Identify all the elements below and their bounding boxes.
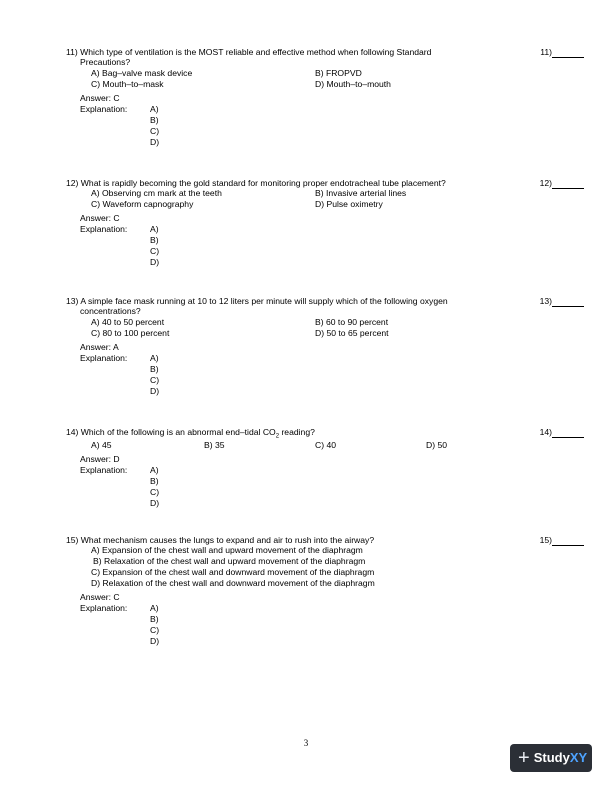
answer-blank xyxy=(552,57,584,58)
option-d: D) Mouth–to–mouth xyxy=(315,78,391,89)
explanation-letter: D) xyxy=(150,136,160,147)
explanation-letter: D) xyxy=(150,385,160,396)
question-text-continued: Precautions? xyxy=(80,57,131,68)
answer-number: 12) xyxy=(539,178,552,188)
option-b: B) Relaxation of the chest wall and upward movement of the diaphragm xyxy=(93,556,366,567)
answer-number: 11) xyxy=(540,47,552,57)
option-a: A) 40 to 50 percent xyxy=(91,316,165,327)
question-11 xyxy=(66,47,596,148)
question-15 xyxy=(66,535,596,647)
explanation-letter: B) xyxy=(150,614,159,625)
option-d: D) Relaxation of the chest wall and downward movement of the diaphragm xyxy=(91,578,375,589)
answer-blank xyxy=(552,545,584,546)
explanation xyxy=(66,224,596,235)
explanation-letter: B) xyxy=(150,114,159,125)
option-b: B) 35 xyxy=(204,440,225,451)
explanation-letter: C) xyxy=(150,246,160,257)
option-d: D) 50 xyxy=(426,440,448,451)
option-b: B) FROPVD xyxy=(315,67,362,78)
explanation-letter: D) xyxy=(150,257,160,268)
question-text: 13) A simple face mask running at 10 to 12 liters per minute will supply which of the following oxygen 13) xyxy=(66,296,596,306)
question-13 xyxy=(66,296,596,397)
answer: Answer: C xyxy=(80,592,120,603)
options-row xyxy=(66,79,596,90)
explanation-letter: C) xyxy=(150,625,160,636)
answer-number: 13) xyxy=(539,296,552,306)
option-c: C) Expansion of the chest wall and downward movement of the diaphragm xyxy=(91,567,375,578)
answer: Answer: C xyxy=(80,213,120,224)
page-number: 3 xyxy=(303,738,309,748)
option-b: B) Invasive arterial lines xyxy=(315,188,407,199)
option-c: C) 80 to 100 percent xyxy=(91,327,170,338)
option-a: A) Expansion of the chest wall and upward movement of the diaphragm xyxy=(91,545,363,556)
option-a: A) Bag–valve mask device xyxy=(91,67,193,78)
explanation-letter: C) xyxy=(150,487,160,498)
explanation-label: Explanation: xyxy=(80,103,128,114)
question-14 xyxy=(66,427,596,509)
question-text: 15) What mechanism causes the lungs to expand and air to rush into the airway? 15) xyxy=(66,535,596,545)
explanation-label: Explanation: xyxy=(80,465,128,476)
plus-icon: + xyxy=(518,747,530,769)
options-row xyxy=(66,68,596,79)
option-a: A) Observing cm mark at the teeth xyxy=(91,188,222,199)
explanation xyxy=(66,353,596,364)
explanation-letter: B) xyxy=(150,363,159,374)
option-c: C) Waveform capnography xyxy=(91,199,194,210)
explanation-letter: A) xyxy=(150,465,159,476)
option-c: C) Mouth–to–mask xyxy=(91,78,164,89)
explanation-letter: B) xyxy=(150,476,159,487)
badge-label: StudyXY xyxy=(533,750,588,766)
options-row xyxy=(66,440,596,451)
options-row xyxy=(66,328,596,339)
answer: Answer: C xyxy=(80,92,120,103)
options-row xyxy=(66,317,596,328)
option-c: C) 40 xyxy=(315,440,337,451)
question-text: 12) What is rapidly becoming the gold standard for monitoring proper endotracheal tube placement? 12) xyxy=(66,178,596,188)
explanation-letter: D) xyxy=(150,498,160,509)
explanation-letter: D) xyxy=(150,636,160,647)
explanation-letter: C) xyxy=(150,125,160,136)
explanation-label: Explanation: xyxy=(80,352,128,363)
option-a: A) 45 xyxy=(91,440,112,451)
explanation xyxy=(66,465,596,476)
explanation-letter: B) xyxy=(150,235,159,246)
question-12 xyxy=(66,178,596,268)
options-row xyxy=(66,188,596,199)
answer-number: 15) xyxy=(539,535,552,545)
answer-blank xyxy=(552,306,584,307)
explanation xyxy=(66,603,596,614)
answer: Answer: A xyxy=(80,341,119,352)
explanation-letter: A) xyxy=(150,103,159,114)
question-text: 14) Which of the following is an abnormal end–tidal $CO_2$ reading? 14) xyxy=(66,427,596,437)
explanation-letter: C) xyxy=(150,374,160,385)
explanation xyxy=(66,104,596,115)
explanation-label: Explanation: xyxy=(80,224,128,235)
question-text-continued: concentrations? xyxy=(80,306,141,317)
explanation-letter: A) xyxy=(150,352,159,363)
answer-number: 14) xyxy=(539,427,552,437)
explanation-letter: A) xyxy=(150,603,159,614)
question-text: 11) Which type of ventilation is the MOST reliable and effective method when following Standard 11) xyxy=(66,47,596,57)
option-d: D) 50 to 65 percent xyxy=(315,327,389,338)
answer-blank xyxy=(552,437,584,438)
options-row xyxy=(66,199,596,210)
explanation-letter: A) xyxy=(150,224,159,235)
option-d: D) Pulse oximetry xyxy=(315,199,383,210)
explanation-label: Explanation: xyxy=(80,603,128,614)
studyxy-badge[interactable] xyxy=(510,744,592,772)
answer: Answer: D xyxy=(80,454,120,465)
option-b: B) 60 to 90 percent xyxy=(315,316,389,327)
